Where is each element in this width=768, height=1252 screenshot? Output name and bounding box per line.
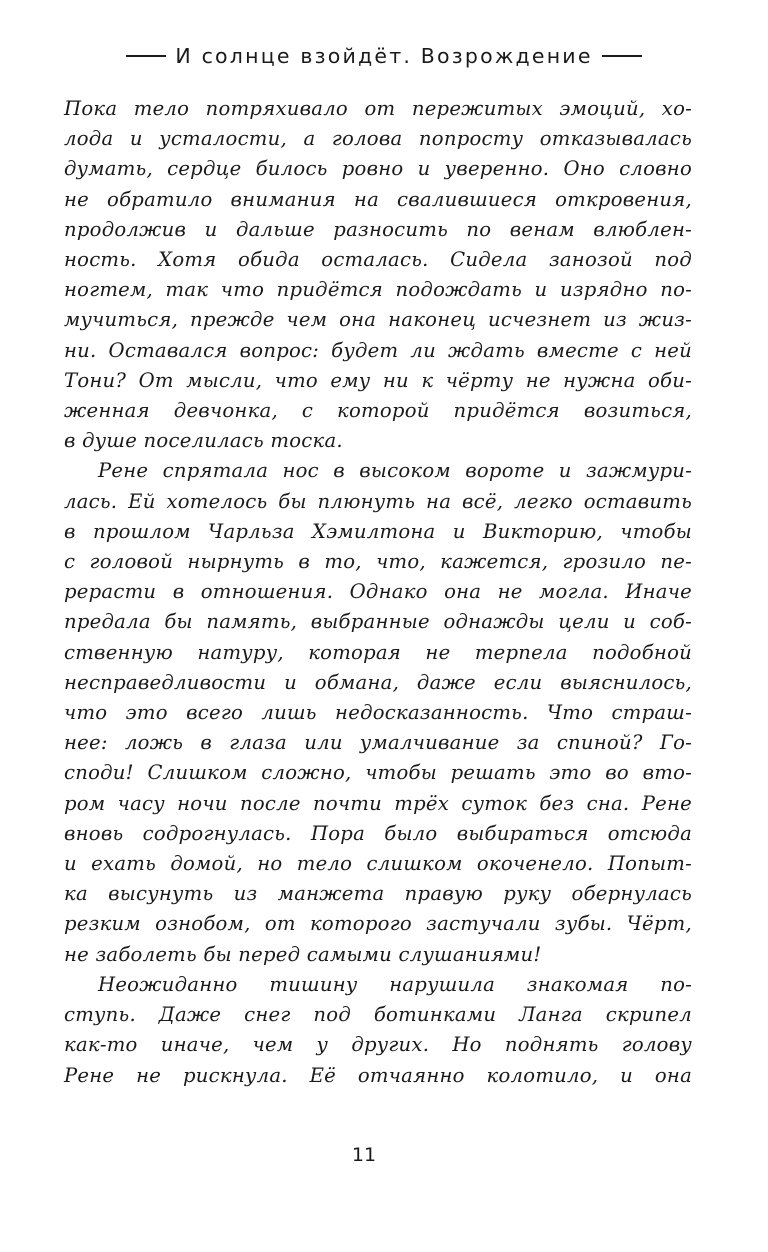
paragraph [64, 970, 692, 1091]
text-line: что это всего лишь недосказанность. Что страш- [64, 701, 692, 725]
text-line: женная девчонка, с которой придётся возиться, [64, 399, 692, 423]
text-line: Тони? От мысли, что ему ни к чёрту не нужна оби- [64, 368, 692, 392]
text-line: в прошлом Чарльза Хэмилтона и Викторию, чтобы [64, 519, 692, 543]
text-line: лась. Ей хотелось бы плюнуть на всё, легко оставить [64, 489, 692, 513]
text-line: ка высунуть из манжета правую руку обернулась [64, 882, 692, 906]
text-line: ром часу ночи после почти трёх суток без сна. Рене [64, 791, 692, 815]
text-line: резким ознобом, от которого застучали зубы. Чёрт, [64, 912, 692, 936]
header-left-rule [126, 55, 166, 57]
text-line: мучиться, прежде чем она наконец исчезнет из жиз- [64, 308, 692, 332]
text-line: не обратило внимания на свалившиеся откровения, [64, 187, 692, 211]
text-line: не заболеть бы перед самыми слушаниями! [64, 942, 542, 966]
text-line: предала бы память, выбранные однажды цели и соб- [64, 610, 692, 634]
text-line: ственную натуру, которая не терпела подобной [64, 640, 692, 664]
text-line: нее: ложь в глаза или умалчивание за спиной? Го- [64, 731, 692, 755]
text-line: рерасти в отношения. Однако она не могла. Иначе [64, 580, 692, 604]
header-title: И солнце взойдёт. Возрождение [175, 44, 593, 68]
text-line: ступь. Даже снег под ботинками Ланга скрипел [64, 1003, 692, 1027]
text-line: несправедливости и обмана, даже если выяснилось, [64, 670, 692, 694]
text-line: ность. Хотя обида осталась. Сидела занозой под [64, 248, 692, 272]
text-line: Рене спрятала нос в высоком вороте и зажмури- [98, 459, 692, 483]
text-line: в душе поселилась тоска. [64, 429, 343, 453]
header-right-rule [602, 55, 642, 57]
text-line: думать, сердце билось ровно и уверенно. Оно словно [64, 157, 692, 181]
body-text [64, 94, 692, 1091]
text-line: и ехать домой, но тело слишком окоченело. Попыт- [64, 852, 692, 876]
text-line: Неожиданно тишину нарушила знакомая по- [98, 972, 692, 996]
text-line: с головой нырнуть в то, что, кажется, грозило пе- [64, 550, 692, 574]
text-line: споди! Слишком сложно, чтобы решать это во вто- [64, 761, 692, 785]
text-line: как-то иначе, чем у других. Но поднять голову [64, 1033, 692, 1057]
text-line: ни. Оставался вопрос: будет ли ждать вместе с ней [64, 338, 692, 362]
page-number: 11 [351, 1144, 377, 1166]
text-line: продолжив и дальше разносить по венам влюблен- [64, 217, 692, 241]
text-line: вновь содрогнулась. Пора было выбираться отсюда [64, 821, 692, 845]
text-line: Пока тело потряхивало от пережитых эмоций, хо- [64, 97, 692, 120]
text-line: Рене не рискнула. Её отчаянно колотило, и она [64, 1063, 692, 1087]
paragraph [64, 456, 692, 969]
running-header [0, 44, 768, 68]
text-line: лода и усталости, а голова попросту отказывалась [64, 127, 692, 151]
text-line: ногтем, так что придётся подождать и изрядно по- [64, 278, 692, 302]
paragraph [64, 94, 692, 456]
